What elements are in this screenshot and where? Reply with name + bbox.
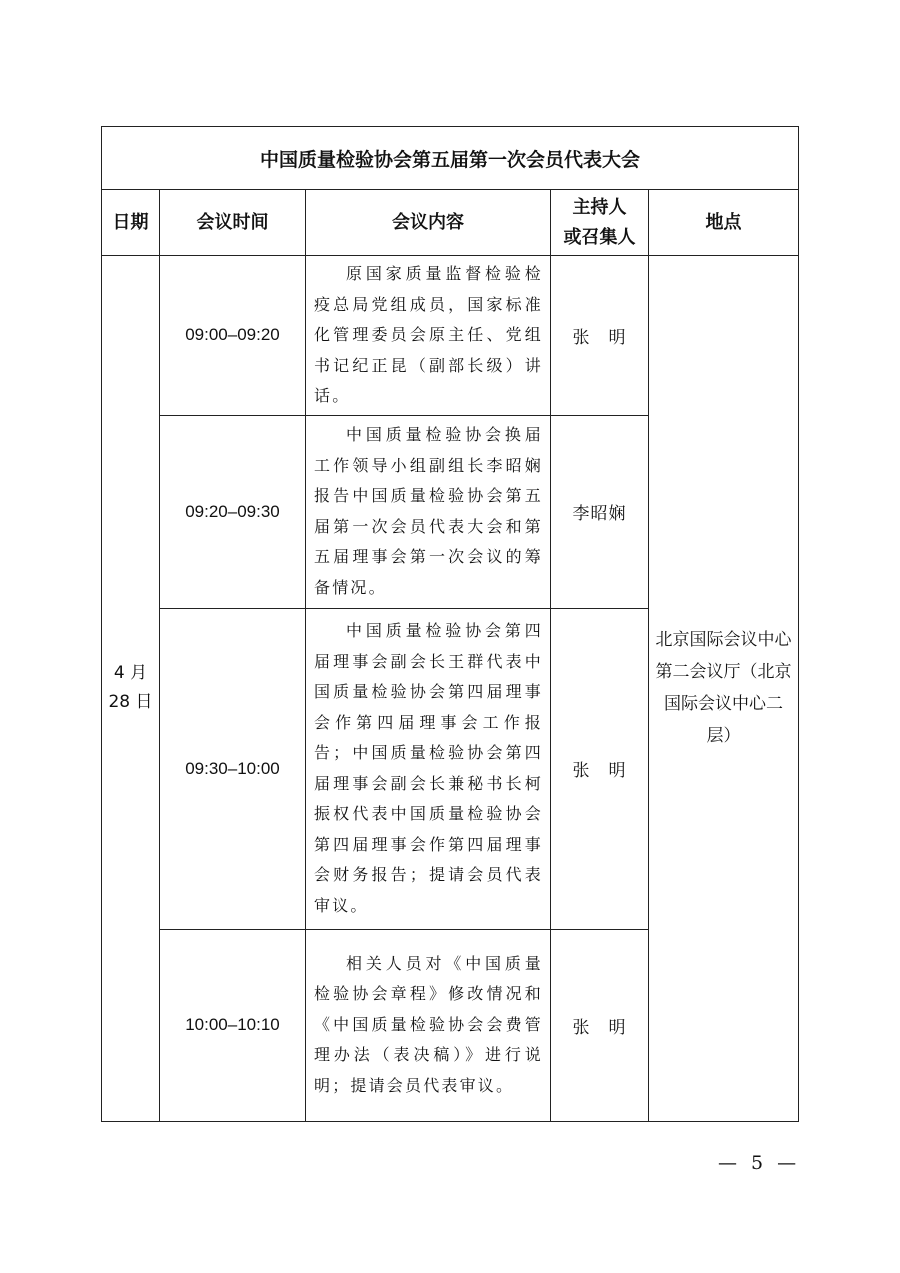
- header-date: 日期: [102, 190, 160, 256]
- page-number: — 5 —: [718, 1152, 801, 1174]
- content-cell: [306, 608, 551, 929]
- place-cell: 北京国际会议中心第二会议厅（北京国际会议中心二层）: [649, 256, 799, 1122]
- content-text: 中国质量检验协会第四届理事会副会长王群代表中国质量检验协会第四届理事会作第四届理事会工作报告；中国质量检验协会第四届理事会副会长兼秘书长柯振权代表中国质量检验协会第四届理事会作第四届理事会财务报告；提请会员代表审议。: [314, 621, 543, 915]
- header-host: [551, 190, 649, 256]
- table-header-row: [102, 190, 799, 256]
- table-row: [102, 256, 799, 416]
- time-cell: 09:30–10:00: [160, 608, 306, 929]
- schedule-table: [101, 126, 799, 1122]
- header-host-line2: 或召集人: [563, 226, 636, 248]
- content-text: 相关人员对《中国质量检验协会章程》修改情况和《中国质量检验协会会费管理办法（表决稿）》进行说明；提请会员代表审议。: [314, 953, 543, 1095]
- header-content: 会议内容: [306, 190, 551, 256]
- time-cell: 10:00–10:10: [160, 929, 306, 1121]
- date-month: 4 月: [113, 663, 148, 684]
- content-cell: [306, 256, 551, 416]
- host-cell: 李昭娴: [551, 415, 649, 608]
- date-day: 28 日: [108, 692, 153, 713]
- host-cell: 张 明: [551, 608, 649, 929]
- header-host-line1: 主持人: [572, 196, 627, 218]
- header-time: 会议时间: [160, 190, 306, 256]
- content-cell: [306, 415, 551, 608]
- table-title: 中国质量检验协会第五届第一次会员代表大会: [102, 127, 799, 190]
- host-cell: 张 明: [551, 256, 649, 416]
- header-place: 地点: [649, 190, 799, 256]
- content-text: 原国家质量监督检验检疫总局党组成员，国家标准化管理委员会原主任、党组书记纪正昆（副部长级）讲话。: [314, 264, 543, 405]
- content-text: 中国质量检验协会换届工作领导小组副组长李昭娴报告中国质量检验协会第五届第一次会员代表大会和第五届理事会第一次会议的筹备情况。: [314, 425, 543, 597]
- time-cell: 09:20–09:30: [160, 415, 306, 608]
- host-cell: 张 明: [551, 929, 649, 1121]
- content-cell: [306, 929, 551, 1121]
- time-cell: 09:00–09:20: [160, 256, 306, 416]
- date-cell: [102, 256, 160, 1122]
